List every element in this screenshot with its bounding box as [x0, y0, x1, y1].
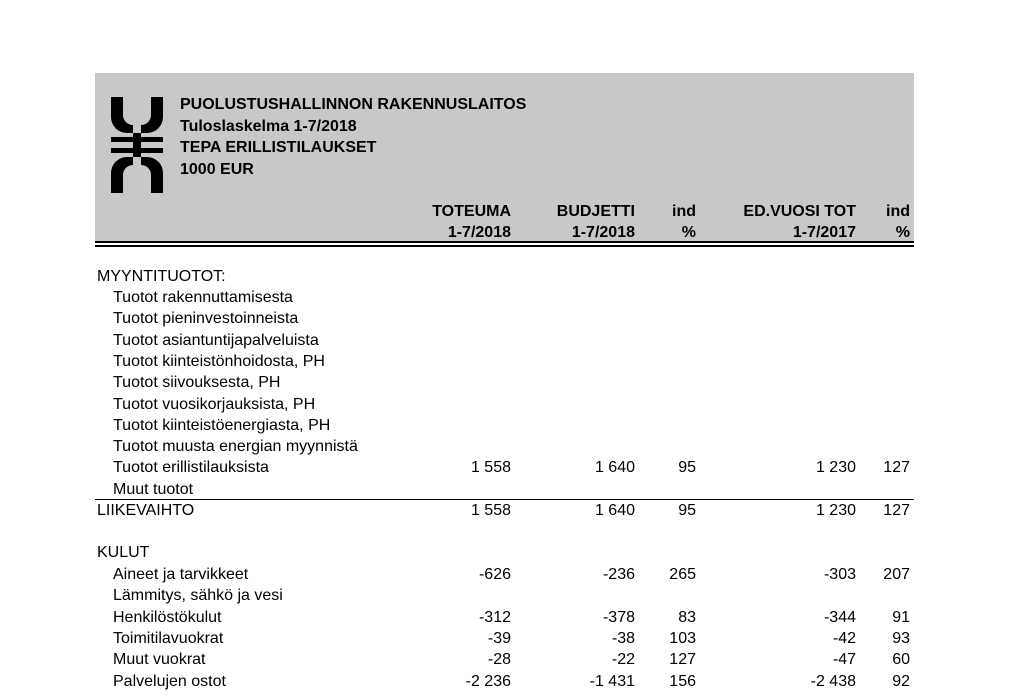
value-index-budget: 103: [669, 629, 696, 647]
column-header-line1: ED.VUOSI TOT: [743, 203, 856, 220]
column-header-index-budget: [672, 201, 696, 243]
value-index-budget: 83: [678, 608, 696, 626]
row-label: Muut vuokrat: [113, 651, 206, 669]
table-row: [0, 394, 1024, 415]
column-header-index-previous: [886, 201, 910, 243]
column-header-line1: BUDJETTI: [556, 203, 635, 220]
org-name: PUOLUSTUSHALLINNON RAKENNUSLAITOS: [180, 96, 527, 113]
column-header-previous-year: [743, 201, 856, 243]
table-row: [0, 457, 1024, 478]
column-header-toteuma: [432, 201, 511, 243]
value-budjetti: -236: [602, 566, 635, 583]
row-label: Toimitilavuokrat: [113, 629, 224, 647]
value-index-budget: 127: [669, 651, 696, 669]
row-label: Aineet ja tarvikkeet: [113, 566, 249, 583]
column-header-line1: TOTEUMA: [432, 203, 511, 220]
row-label: Tuotot vuosikorjauksista, PH: [113, 395, 316, 413]
value-previous-year: 1 230: [815, 502, 856, 519]
value-toteuma: -39: [487, 629, 511, 647]
value-index-budget: 156: [669, 672, 696, 690]
table-row: [0, 351, 1024, 372]
row-label: Tuotot siivouksesta, PH: [113, 374, 281, 392]
section-title-income: [0, 266, 1024, 287]
value-index-budget: 95: [678, 459, 696, 477]
value-toteuma: -2 236: [465, 672, 511, 690]
row-label: Tuotot kiinteistönhoidosta, PH: [113, 352, 325, 370]
value-index-previous: 127: [883, 459, 910, 477]
table-row: [0, 564, 1024, 585]
column-header-line2: 1-7/2018: [571, 224, 635, 241]
column-header-line1: ind: [672, 203, 696, 220]
value-previous-year: -47: [832, 651, 856, 669]
value-index-previous: 127: [883, 502, 910, 519]
report-title: Tuloslaskelma 1-7/2018: [180, 117, 357, 135]
value-index-previous: 93: [892, 629, 910, 647]
value-budjetti: 1 640: [594, 502, 635, 519]
value-index-budget: 95: [678, 502, 696, 519]
value-previous-year: -344: [823, 608, 856, 626]
column-header-budjetti: [557, 201, 635, 243]
report-title-block: [180, 94, 526, 180]
value-previous-year: 1 230: [815, 459, 856, 477]
row-label: Tuotot muusta energian myynnistä: [113, 438, 358, 456]
row-label: Tuotot pieninvestoinneista: [113, 310, 299, 328]
row-label: Tuotot rakennuttamisesta: [113, 289, 293, 306]
table-row: [0, 628, 1024, 649]
report-unit: 1000 EUR: [180, 160, 254, 178]
table-row: [0, 308, 1024, 329]
row-label: Lämmitys, sähkö ja vesi: [113, 587, 283, 605]
row-label: Muut tuotot: [113, 480, 194, 498]
row-label: Tuotot asiantuntijapalveluista: [113, 331, 319, 349]
value-previous-year: -42: [832, 629, 856, 647]
value-index-previous: 207: [883, 566, 910, 583]
value-index-previous: 60: [892, 651, 910, 669]
table-row: [0, 287, 1024, 308]
table-row: [0, 585, 1024, 606]
row-label: Tuotot kiinteistöenergiasta, PH: [113, 416, 331, 434]
row-label: Henkilöstökulut: [113, 608, 222, 626]
value-index-budget: 265: [669, 566, 696, 583]
table-row: [0, 372, 1024, 393]
table-row: [0, 649, 1024, 670]
row-label: Palvelujen ostot: [113, 672, 226, 690]
value-toteuma: 1 558: [470, 502, 511, 519]
table-row: [0, 479, 1024, 500]
value-previous-year: -303: [823, 566, 856, 583]
value-index-previous: 92: [892, 672, 910, 690]
value-toteuma: -312: [478, 608, 511, 626]
value-budjetti: 1 640: [594, 459, 635, 477]
section-title-label: MYYNTITUOTOT:: [97, 268, 226, 285]
value-index-previous: 91: [892, 608, 910, 626]
table-row: [0, 330, 1024, 351]
section-title-label: KULUT: [97, 544, 150, 561]
table-row: [0, 607, 1024, 628]
column-header-line2: %: [681, 224, 696, 241]
table-row: [0, 415, 1024, 436]
row-label: LIIKEVAIHTO: [97, 502, 195, 519]
row-label: Tuotot erillistilauksista: [113, 459, 269, 477]
value-toteuma: -626: [478, 566, 511, 583]
value-budjetti: -378: [602, 608, 635, 626]
value-previous-year: -2 438: [810, 672, 856, 690]
header-divider-bottom: [95, 245, 914, 247]
value-toteuma: -28: [487, 651, 511, 669]
column-header-line1: ind: [886, 203, 910, 220]
header-divider-top: [95, 241, 914, 243]
organization-emblem-icon: [108, 95, 166, 195]
table-row: [0, 436, 1024, 457]
column-header-line2: 1-7/2018: [447, 224, 511, 241]
value-budjetti: -1 431: [589, 672, 635, 690]
value-budjetti: -38: [611, 629, 635, 647]
revenue-total-row: [0, 500, 1024, 521]
value-toteuma: 1 558: [470, 459, 511, 477]
column-header-line2: 1-7/2017: [792, 224, 856, 241]
section-title-costs: [0, 542, 1024, 563]
table-row: [0, 671, 1024, 692]
report-subtitle: TEPA ERILLISTILAUKSET: [180, 139, 377, 156]
value-budjetti: -22: [611, 651, 635, 669]
column-header-line2: %: [895, 224, 910, 241]
